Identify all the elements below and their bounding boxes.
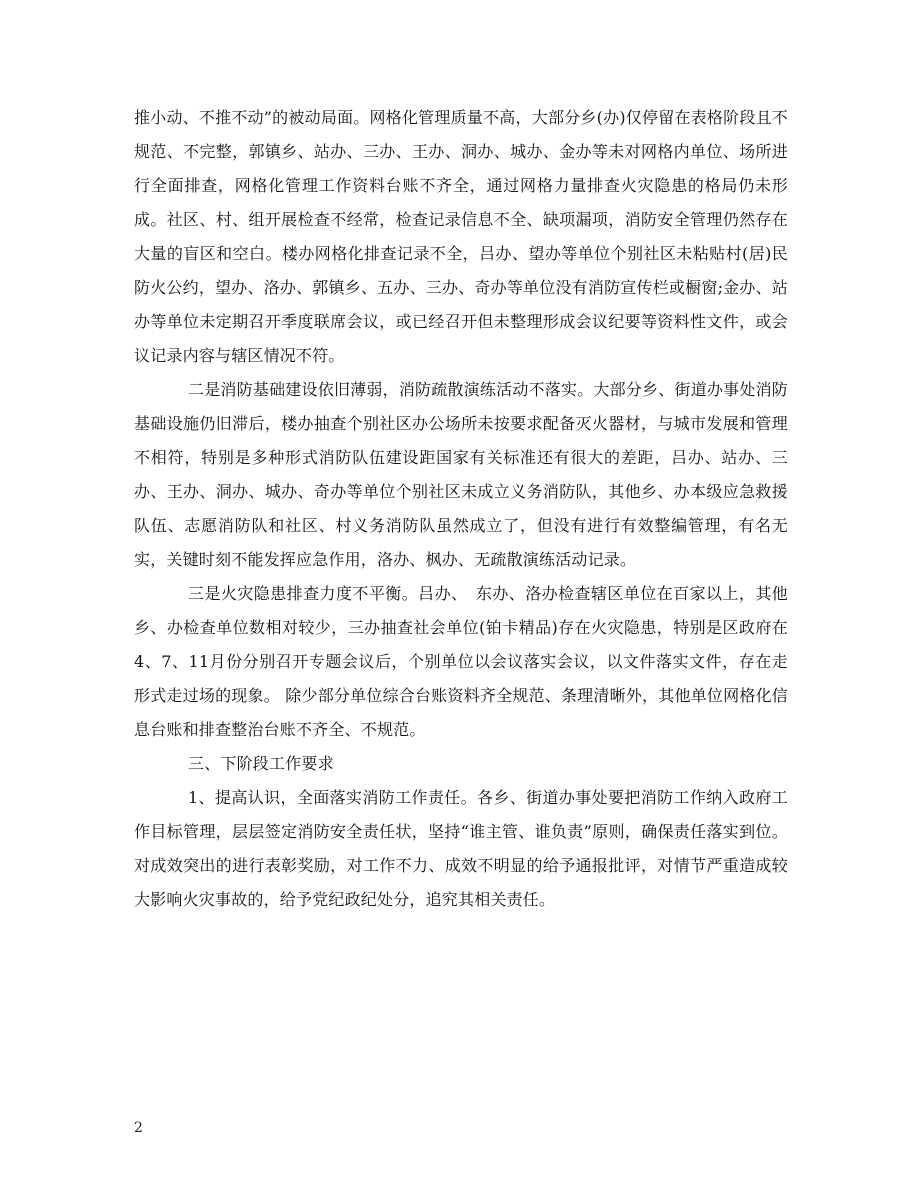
- paragraph-continuation: 推小动、不推不动”的被动局面。网格化管理质量不高，大部分乡(办)仅停留在表格阶段且不规范、不完整，郭镇乡、站办、三办、王办、洞办、城办、金办等未对网格内单位、场所进行全面排查，网格化管理工作资料台账不齐全，通过网格力量排查火灾隐患的格局仍未形成。社区、村、组开展检查不经常，检查记录信息不全、缺项漏项，消防安全管理仍然存在大量的盲区和空白。楼办网格化排查记录不全，吕办、望办等单位个别社区未粘贴村(居)民防火公约，望办、洛办、郭镇乡、五办、三办、奇办等单位没有消防宣传栏或橱窗;金办、站办等单位未定期召开季度联席会议，或已经召开但未整理形成会议纪要等资料性文件，或会议记录内容与辖区情况不符。: [134, 108, 788, 365]
- paragraph-fire-infrastructure: 二是消防基础建设依旧薄弱，消防疏散演练活动不落实。大部分乡、街道办事处消防基础设施仍旧滞后，楼办抽查个别社区办公场所未按要求配备灭火器材，与城市发展和管理不相符，特别是多种形式消防队伍建设距国家有关标准还有很大的差距，吕办、站办、三办、王办、洞办、城办、奇办等单位个别社区未成立义务消防队，其他乡、办本级应急救援队伍、志愿消防队和社区、村义务消防队虽然成立了，但没有进行有效整编管理，有名无实，关键时刻不能发挥应急作用，洛办、枫办、无疏散演练活动记录。: [134, 380, 788, 569]
- section-heading-next-stage: 三、下阶段工作要求: [188, 754, 334, 773]
- page-number: 2: [134, 1120, 143, 1136]
- paragraph-hazard-inspection: 三是火灾隐患排查力度不平衡。吕办、 东办、洛办检查辖区单位在百家以上，其他乡、办检查单位数相对较少，三办抽查社会单位(铂卡精品)存在火灾隐患，特别是区政府在4、7、11月份分别召开专题会议后，个别单位以会议落实会议，以文件落实文件，存在走形式走过场的现象。 除少部分单位综合台账资料齐全规范、条理清晰外，其他单位网格化信息台账和排查整治台账不齐全、不规范。: [134, 584, 788, 739]
- document-body: [134, 101, 788, 917]
- paragraph-responsibility: 1、提高认识，全面落实消防工作责任。各乡、街道办事处要把消防工作纳入政府工作目标管理，层层签定消防安全责任状，坚持“谁主管、谁负责”原则，确保责任落实到位。对成效突出的进行表彰奖励，对工作不力、成效不明显的给予通报批评，对情节严重造成较大影响火灾事故的，给予党纪政纪处分，追究其相关责任。: [134, 788, 788, 909]
